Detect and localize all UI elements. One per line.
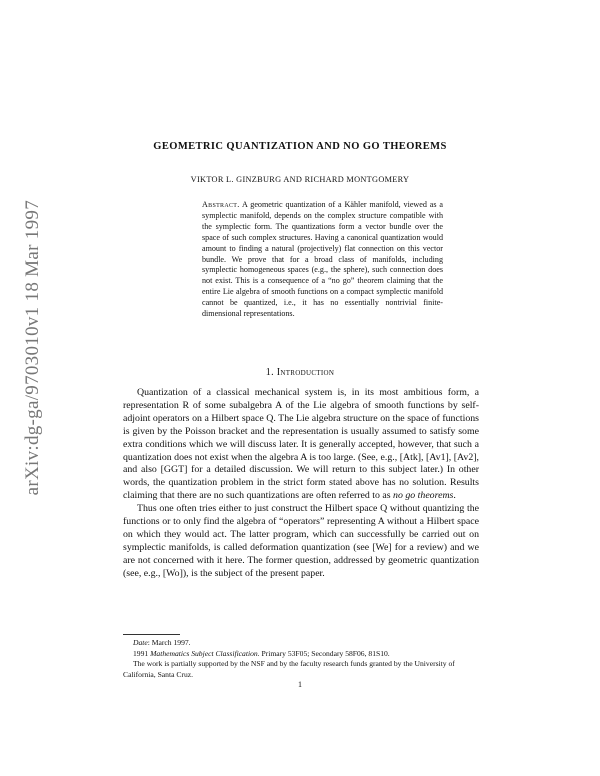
- footnote-date-label: Date: [133, 638, 148, 647]
- abstract: [202, 200, 443, 320]
- paragraph-2: Thus one often tries either to just construct the Hilbert space Q without quantizing the functions or to only find the algebra of “operators” representing A without a Hilbert space on which they would act. The latter program, which can successfully be carried out on symplectic manifolds, is called deformation quantization (see [We] for a review) and we are not concerned with it here. The former question, addressed by geometric quantization (see, e.g., [Wo]), is the subject of the present paper.: [123, 503, 479, 579]
- abstract-label: Abstract.: [202, 200, 240, 209]
- arxiv-identifier: arXiv:dg-ga/9703010v1 18 Mar 1997: [22, 200, 43, 496]
- footnote-divider: [123, 634, 180, 635]
- footnote-support: The work is partially supported by the NSF and by the faculty research funds granted by the University of California, Santa Cruz.: [123, 659, 455, 679]
- footnote-msc-prefix: 1991: [133, 648, 151, 658]
- footnote-date: [123, 638, 479, 649]
- paragraph-1-text: Quantization of a classical mechanical system is, in its most ambitious form, a representation R of some subalgebra A of the Lie algebra of smooth functions by self-adjoint operators on a Hilbert space Q. The Lie algebra structure on the space of functions is given by the Poisson bracket and the representation is usually assumed to satisfy some extra conditions which we will discuss later. It is generally accepted, however, that such a quantization does not exist when the algebra A is too large. (See, e.g., [Atk], [Av1], [Av2], and also [GGT] for a detailed discussion. We will return to this subject later.) In other words, the quantization problem in the strict form stated above has no solution. Results claiming that there are no such quantizations are often referred to as: [123, 387, 479, 502]
- body-text: [123, 387, 479, 581]
- paper-title: GEOMETRIC QUANTIZATION AND NO GO THEOREMS: [153, 141, 447, 152]
- paragraph-1-end: .: [453, 490, 456, 502]
- paragraph-1: [123, 387, 479, 503]
- section-heading: [0, 367, 600, 378]
- footnote-date-value: : March 1997.: [147, 638, 191, 647]
- section-number: 1.: [265, 367, 274, 378]
- footnote-msc: [123, 649, 479, 660]
- footnotes: [123, 638, 479, 680]
- abstract-text: A geometric quantization of a Kähler manifold, viewed as a symplectic manifold, depends on the complex structure compatible with the symplectic form. The quantizations form a vector bundle over the space of such complex structures. Having a canonical quantization would amount to finding a natural (projectively) flat connection on this vector bundle. We prove that for a broad class of manifolds, including symplectic homogeneous spaces (e.g., the sphere), such connection does not exist. This is a consequence of a “no go” theorem claiming that the entire Lie algebra of smooth functions on a compact symplectic manifold cannot be quantized, i.e., it has no essentially nontrivial finite-dimensional representations.: [202, 200, 443, 319]
- section-title: Introduction: [276, 367, 335, 378]
- footnote-msc-label: Mathematics Subject Classification.: [150, 648, 260, 658]
- paper-authors: VIKTOR L. GINZBURG AND RICHARD MONTGOMERY: [190, 175, 410, 184]
- paragraph-1-emphasis: no go theorems: [393, 490, 454, 502]
- footnote-msc-value: Primary 53F05; Secondary 58F06, 81S10.: [259, 648, 390, 658]
- page-number: 1: [298, 680, 302, 689]
